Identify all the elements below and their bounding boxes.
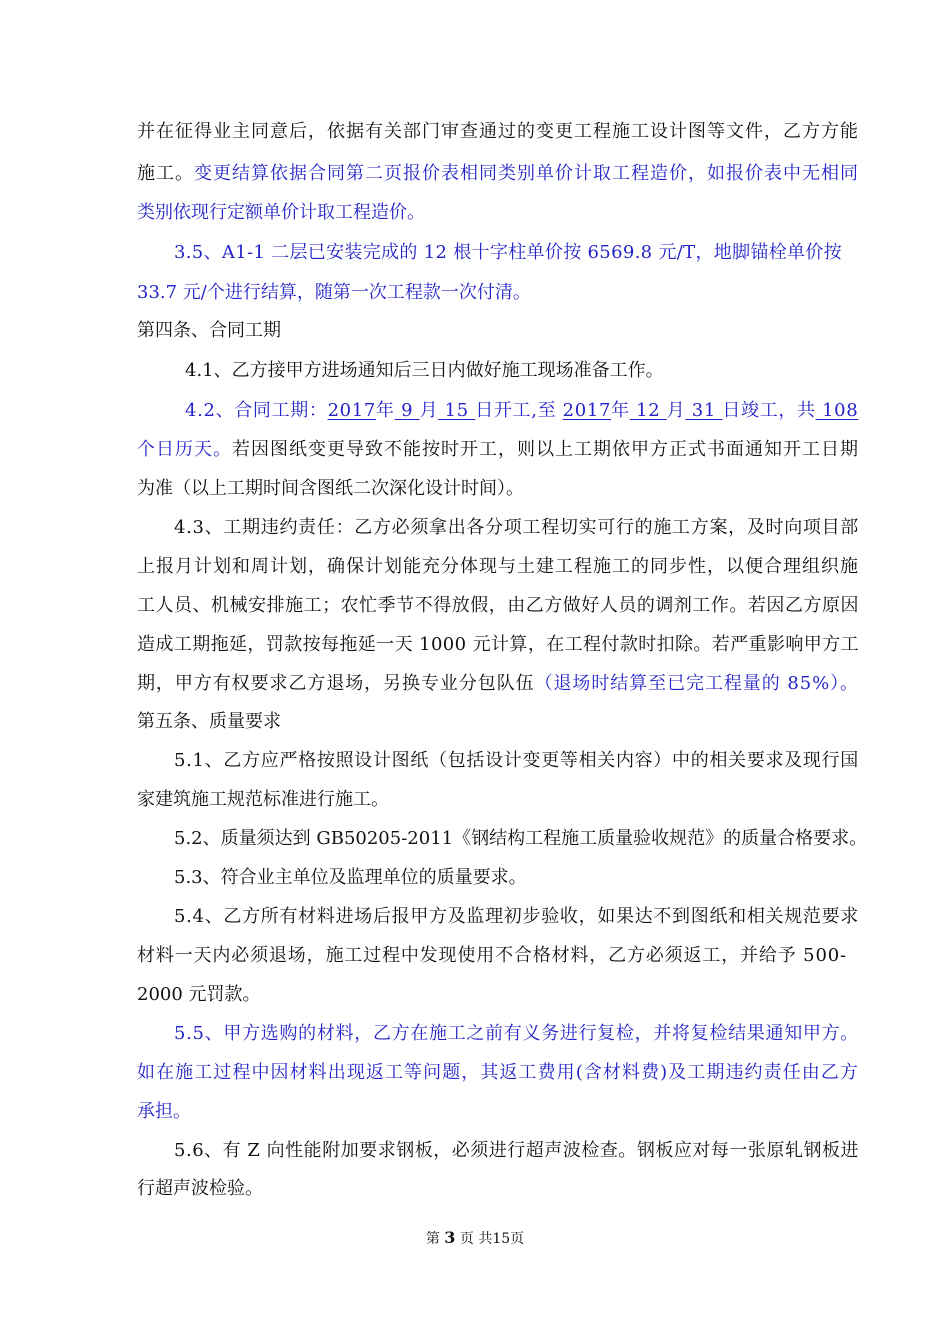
text-line — [137, 788, 389, 812]
text-segment: 15 — [438, 400, 476, 421]
text-segment: 并在征得业主同意后，依据有关部门审查通过的变更工程施工设计图等文件，乙方方能 — [137, 121, 859, 142]
text-segment: 工人员、机械安排施工；农忙季节不得放假，由乙方做好人员的调剂工作。若因乙方原因 — [137, 595, 859, 616]
text-segment: 4.3、工期违约责任：乙方必须拿出各分项工程切实可行的施工方案，及时向项目部 — [174, 517, 859, 538]
text-segment: 变更结算依据合同第二页报价表相同类别单价计取工程造价，如报价表中无相同 — [194, 163, 859, 184]
text-line — [137, 120, 859, 144]
text-segment: 5.6、有 Z 向性能附加要求钢板，必须进行超声波检查。钢板应对每一张原轧钢板进 — [174, 1140, 859, 1161]
text-segment: 行超声波检验。 — [137, 1178, 263, 1199]
text-line — [137, 281, 531, 305]
text-line — [174, 905, 859, 929]
text-segment: 2017 — [327, 400, 377, 421]
text-line — [174, 241, 842, 265]
text-segment: 4.1、乙方接甲方进场通知后三日内做好施工现场准备工作。 — [185, 360, 664, 381]
text-line — [174, 827, 867, 851]
text-segment: 期，甲方有权要求乙方退场，另换专业分包队伍 — [137, 673, 535, 694]
text-segment: 若因图纸变更导致不能按时开工，则以上工期依甲方正式书面通知开工日期 — [232, 439, 859, 460]
text-line — [137, 201, 425, 225]
text-line — [137, 1177, 263, 1201]
text-line — [185, 359, 664, 383]
text-segment: 月 — [666, 400, 686, 421]
current-page-number: 3 — [444, 1228, 456, 1247]
text-segment: 31 — [685, 400, 723, 421]
text-segment: 4.2、合同工期： — [185, 400, 328, 421]
text-line — [137, 672, 859, 696]
text-line — [137, 162, 859, 186]
text-segment: 5.5、甲方选购的材料，乙方在施工之前有义务进行复检，并将复检结果通知甲方。 — [174, 1023, 859, 1044]
text-segment: 日开工,至 — [475, 400, 563, 421]
text-line — [174, 516, 859, 540]
text-segment: 月 — [419, 400, 439, 421]
footer-middle: 页 共 — [459, 1231, 493, 1247]
text-segment: 日竣工，共 — [722, 400, 816, 421]
text-segment: 5.4、乙方所有材料进场后报甲方及监理初步验收，如果达不到图纸和相关规范要求 — [174, 906, 859, 927]
text-segment: 2000 元罚款。 — [137, 984, 261, 1005]
text-segment: 108 — [815, 400, 859, 421]
text-segment: 年 — [611, 400, 630, 421]
text-segment: 9 — [394, 400, 420, 421]
text-line — [185, 399, 858, 423]
text-line — [174, 1022, 859, 1046]
text-segment: 家建筑施工规范标准进行施工。 — [137, 789, 389, 810]
text-segment: 施工。 — [137, 163, 194, 184]
text-line — [137, 983, 261, 1007]
text-segment: 12 — [629, 400, 667, 421]
text-line — [174, 749, 859, 773]
page-footer — [0, 1228, 950, 1249]
text-segment: 造成工期拖延，罚款按每拖延一天 1000 元计算，在工程付款时扣除。若严重影响甲方工 — [137, 634, 859, 655]
text-line — [174, 866, 527, 890]
text-segment: 第五条、质量要求 — [137, 711, 281, 732]
text-segment: 5.2、质量须达到 GB50205-2011《钢结构工程施工质量验收规范》的质量合格要求。 — [174, 828, 868, 849]
footer-prefix: 第 — [425, 1231, 440, 1247]
text-segment: 个日历天。 — [137, 439, 232, 460]
text-line — [137, 1061, 859, 1085]
text-line — [137, 477, 524, 501]
text-line — [137, 633, 859, 657]
text-segment: 3.5、A1-1 二层已安装完成的 12 根十字柱单价按 6569.8 元/T，地脚锚栓单价按 — [174, 242, 842, 263]
text-segment: 5.1、乙方应严格按照设计图纸（包括设计变更等相关内容）中的相关要求及现行国 — [174, 750, 859, 771]
text-line — [137, 438, 859, 462]
text-line — [137, 1100, 191, 1124]
total-page-number: 15 — [492, 1231, 511, 1247]
text-segment: 材料一天内必须退场，施工过程中发现使用不合格材料，乙方必须返工，并给予 500- — [137, 945, 847, 966]
text-line — [137, 594, 859, 618]
text-line — [137, 710, 281, 734]
text-segment: 类别依现行定额单价计取工程造价。 — [137, 202, 425, 223]
text-segment: （退场时结算至已完工程量的 85%）。 — [534, 673, 859, 694]
text-segment: 为准（以上工期时间含图纸二次深化设计时间）。 — [137, 478, 524, 499]
text-line — [137, 944, 847, 968]
text-line — [137, 319, 281, 343]
text-segment: 上报月计划和周计划，确保计划能充分体现与土建工程施工的同步性，以便合理组织施 — [137, 556, 859, 577]
text-segment: 如在施工过程中因材料出现返工等问题，其返工费用(含材料费)及工期违约责任由乙方 — [137, 1062, 859, 1083]
text-segment: 承担。 — [137, 1101, 191, 1122]
text-segment: 33.7 元/个进行结算，随第一次工程款一次付清。 — [137, 282, 531, 303]
text-line — [174, 1139, 859, 1163]
text-segment: 5.3、符合业主单位及监理单位的质量要求。 — [174, 867, 527, 888]
text-segment: 2017 — [562, 400, 612, 421]
footer-suffix: 页 — [510, 1231, 525, 1247]
text-segment: 年 — [376, 400, 395, 421]
text-line — [137, 555, 859, 579]
text-segment: 第四条、合同工期 — [137, 320, 281, 341]
